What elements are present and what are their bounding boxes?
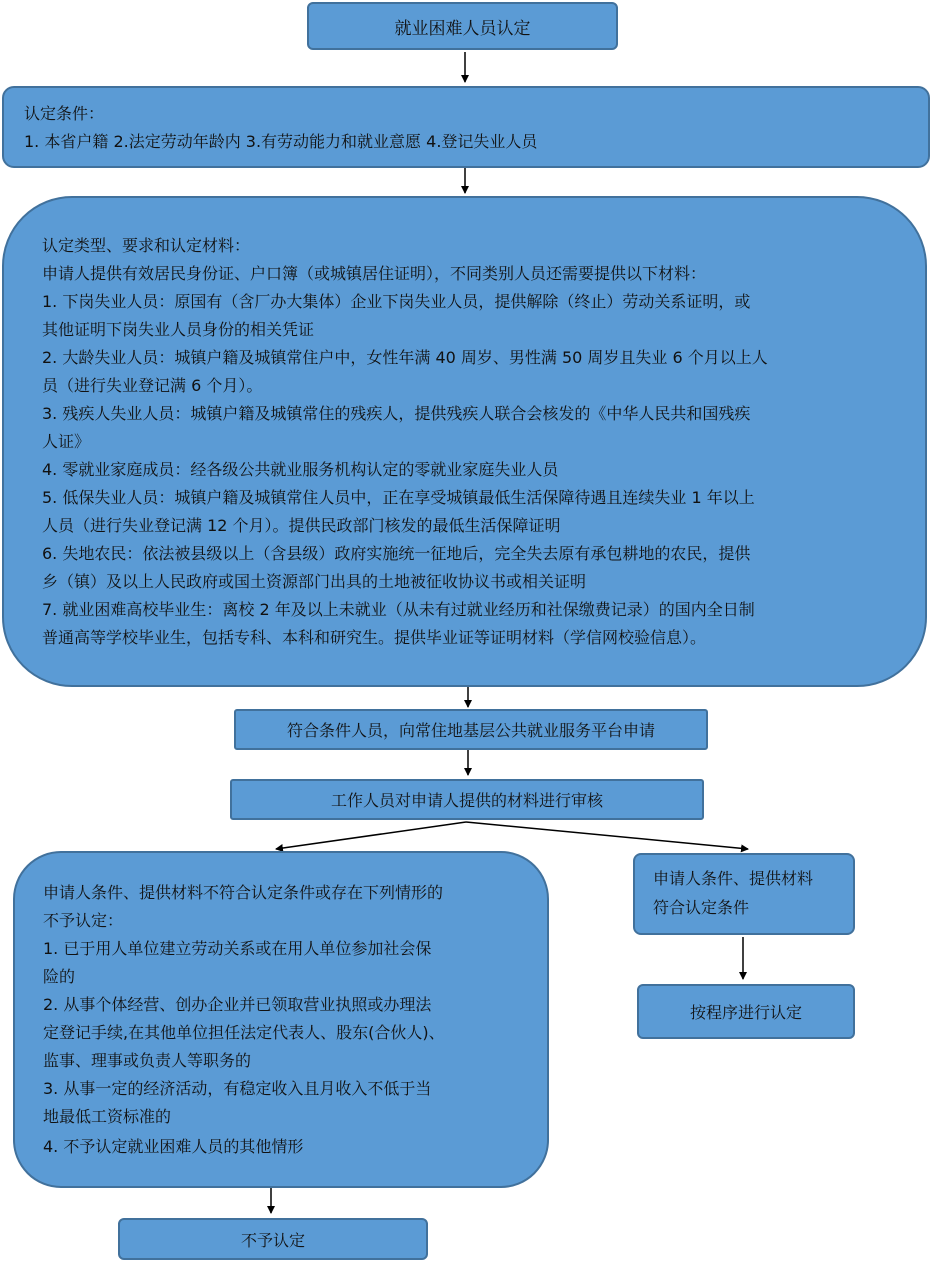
accept-line-2: 符合认定条件 <box>653 898 750 917</box>
reject-item-2-l2: 定登记手续,在其他单位担任法定代表人、股东(合伙人)、 <box>43 1023 445 1042</box>
title-text: 就业困难人员认定 <box>394 18 531 39</box>
arrow-review-to-accept <box>466 822 748 849</box>
type-item-7-l1: 7. 就业困难高校毕业生：离校 2 年及以上未就业（从未有过就业经历和社保缴费记录）的国内全日制 <box>42 600 755 619</box>
reject-item-3-l2: 地最低工资标准的 <box>43 1107 172 1126</box>
reject-result-text: 不予认定 <box>240 1230 305 1250</box>
reject-heading-2: 不予认定： <box>43 911 124 930</box>
type-item-6-l1: 6. 失地农民：依法被县级以上（含县级）政府实施统一征地后，完全失去原有承包耕地的农民，提供 <box>42 544 751 563</box>
accept-result-text: 按程序进行认定 <box>689 1003 802 1022</box>
type-item-3-l1: 3. 残疾人失业人员：城镇户籍及城镇常住的残疾人，提供残疾人联合会核发的《中华人民共和国残疾 <box>42 404 751 423</box>
types-box <box>2 196 927 687</box>
accept-box <box>633 853 855 935</box>
type-item-1-l1: 1. 下岗失业人员：原国有（含厂办大集体）企业下岗失业人员，提供解除（终止）劳动关系证明，或 <box>42 292 751 311</box>
type-item-2-l2: 员（进行失业登记满 6 个月）。 <box>42 376 263 395</box>
types-heading: 认定类型、要求和认定材料： <box>42 236 251 255</box>
reject-item-4-l1: 4. 不予认定就业困难人员的其他情形 <box>43 1137 304 1156</box>
accept-line-1: 申请人条件、提供材料 <box>653 869 814 888</box>
type-item-3-l2: 人证》 <box>42 432 91 451</box>
conditions-box <box>2 86 930 168</box>
reject-item-2-l3: 监事、理事或负责人等职务的 <box>43 1051 252 1070</box>
title-box <box>307 2 618 50</box>
conditions-line: 1. 本省户籍 2.法定劳动年龄内 3.有劳动能力和就业意愿 4.登记失业人员 <box>24 132 538 151</box>
reject-item-1-l2: 险的 <box>43 967 76 986</box>
accept-result-box <box>637 984 855 1039</box>
review-text: 工作人员对申请人提供的材料进行审核 <box>330 791 603 810</box>
apply-text: 符合条件人员，向常住地基层公共就业服务平台申请 <box>286 721 655 740</box>
type-item-4-l1: 4. 零就业家庭成员：经各级公共就业服务机构认定的零就业家庭失业人员 <box>42 460 559 479</box>
conditions-heading: 认定条件： <box>24 104 105 123</box>
review-box <box>230 779 704 820</box>
type-item-1-l2: 其他证明下岗失业人员身份的相关凭证 <box>42 320 315 339</box>
arrow-review-to-reject <box>276 822 466 849</box>
type-item-7-l2: 普通高等学校毕业生，包括专科、本科和研究生。提供毕业证等证明材料（学信网校验信息）。 <box>42 628 707 647</box>
type-item-5-l2: 人员（进行失业登记满 12 个月）。提供民政部门核发的最低生活保障证明 <box>42 516 561 535</box>
reject-box <box>13 851 549 1188</box>
types-intro: 申请人提供有效居民身份证、户口簿（或城镇居住证明），不同类别人员还需要提供以下材料： <box>42 264 707 283</box>
reject-item-3-l1: 3. 从事一定的经济活动，有稳定收入且月收入不低于当 <box>43 1079 432 1098</box>
type-item-2-l1: 2. 大龄失业人员：城镇户籍及城镇常住户中，女性年满 40 周岁、男性满 50 周岁且失业 6 个月以上人 <box>42 348 768 367</box>
apply-box <box>234 709 708 750</box>
reject-item-2-l1: 2. 从事个体经营、创办企业并已领取营业执照或办理法 <box>43 995 432 1014</box>
type-item-5-l1: 5. 低保失业人员：城镇户籍及城镇常住人员中，正在享受城镇最低生活保障待遇且连续失业 1 年以上 <box>42 488 755 507</box>
reject-result-box <box>118 1218 428 1260</box>
reject-item-1-l1: 1. 已于用人单位建立劳动关系或在用人单位参加社会保 <box>43 939 432 958</box>
reject-heading-1: 申请人条件、提供材料不符合认定条件或存在下列情形的 <box>43 883 444 902</box>
type-item-6-l2: 乡（镇）及以上人民政府或国土资源部门出具的土地被征收协议书或相关证明 <box>42 572 587 591</box>
